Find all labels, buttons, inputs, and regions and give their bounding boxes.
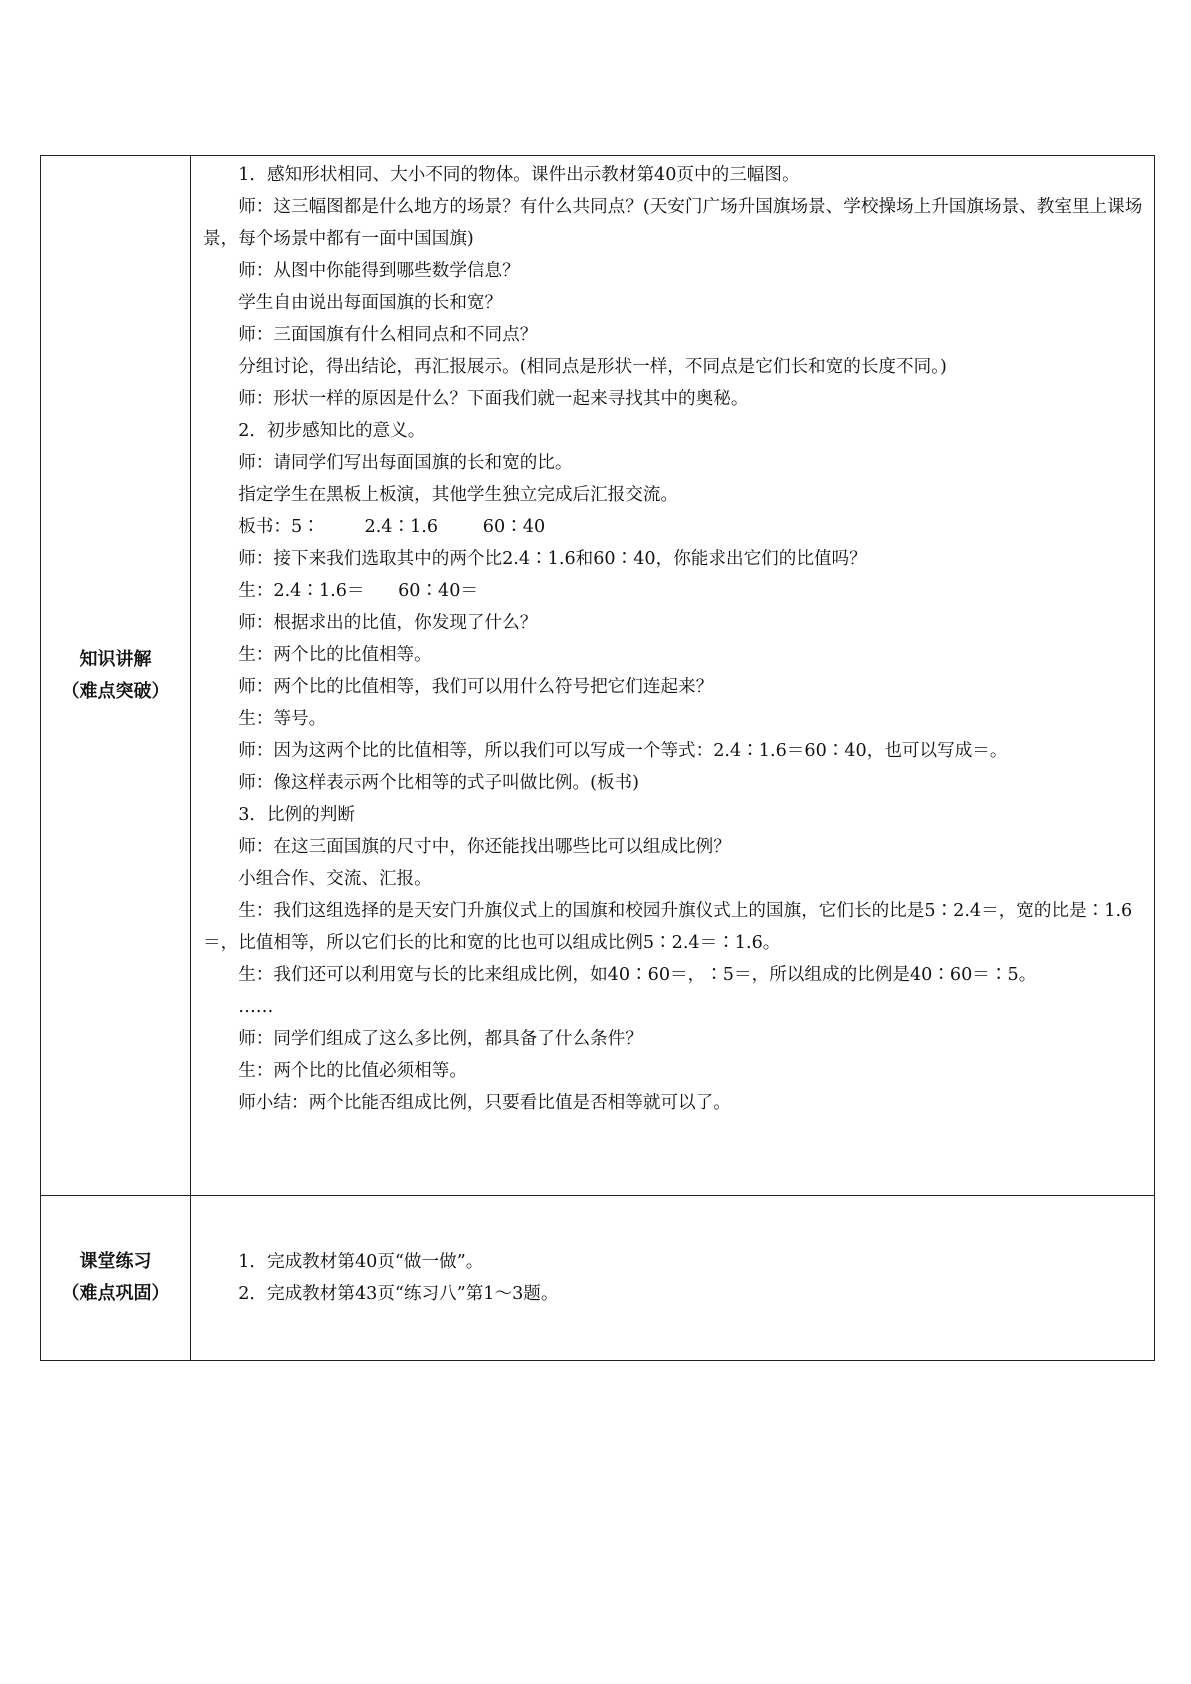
content-paragraph: 2．初步感知比的意义。 — [238, 421, 426, 441]
content-paragraph: 师小结：两个比能否组成比例，只要看比值是否相等就可以了。 — [238, 1093, 731, 1113]
content-paragraph: 师：请同学们写出每面国旗的长和宽的比。 — [238, 453, 573, 473]
content-paragraph: 师：接下来我们选取其中的两个比2.4∶1.6和60∶40，你能求出它们的比值吗？ — [238, 549, 867, 569]
section-row-practice — [41, 1196, 1155, 1361]
section-content-cell — [191, 156, 1155, 1196]
content-paragraph: 3．比例的判断 — [238, 805, 355, 825]
section-label-sub: （难点突破） — [61, 680, 170, 702]
content-paragraph: 指定学生在黑板上板演，其他学生独立完成后汇报交流。 — [238, 485, 679, 505]
section-label-sub: （难点巩固） — [61, 1283, 170, 1304]
section-label-main: 课堂练习 — [79, 1251, 152, 1272]
content-paragraph: …… — [238, 997, 274, 1017]
section-label-cell — [41, 156, 191, 1196]
content-paragraph: 生：我们还可以利用宽与长的比来组成比例，如40∶60＝，∶5＝，所以组成的比例是40∶60＝∶5。 — [238, 965, 1037, 985]
content-paragraph: 生：两个比的比值相等。 — [238, 645, 432, 665]
content-paragraph: 学生自由说出每面国旗的长和宽？ — [238, 293, 503, 313]
lesson-plan-table — [40, 155, 1155, 1361]
content-paragraph: 板书：5∶ 2.4∶1.6 60∶40 — [238, 517, 546, 537]
content-paragraph: 师：在这三面国旗的尺寸中，你还能找出哪些比可以组成比例？ — [238, 837, 731, 857]
content-paragraph: 1．感知形状相同、大小不同的物体。课件出示教材第40页中的三幅图。 — [238, 165, 800, 185]
content-paragraph: 师：像这样表示两个比相等的式子叫做比例。(板书) — [238, 773, 639, 793]
content-paragraph: 生：我们这组选择的是天安门升旗仪式上的国旗和校园升旗仪式上的国旗，它们长的比是5∶2.4＝，宽的比是∶1.6＝，比值相等，所以它们长的比和宽的比也可以组成比例5∶2.4＝∶1.6。 — [203, 901, 1133, 953]
content-paragraph: 分组讨论，得出结论，再汇报展示。(相同点是形状一样，不同点是它们长和宽的长度不同。) — [238, 357, 947, 377]
content-paragraph: 师：这三幅图都是什么地方的场景？有什么共同点？(天安门广场升国旗场景、学校操场上升国旗场景、教室里上课场景，每个场景中都有一面中国国旗) — [203, 197, 1143, 249]
content-paragraph: 1．完成教材第40页“做一做”。 — [238, 1252, 484, 1272]
content-paragraph: 生：2.4∶1.6＝ 60∶40＝ — [238, 581, 479, 601]
content-paragraph: 师：形状一样的原因是什么？下面我们就一起来寻找其中的奥秘。 — [238, 389, 749, 409]
content-paragraph: 生：等号。 — [238, 709, 327, 729]
section-label-cell — [41, 1196, 191, 1361]
content-paragraph: 师：根据求出的比值，你发现了什么？ — [238, 613, 538, 633]
content-paragraph: 师：从图中你能得到哪些数学信息？ — [238, 261, 520, 281]
content-paragraph: 师：同学们组成了这么多比例，都具备了什么条件？ — [238, 1029, 643, 1049]
content-paragraph: 2．完成教材第43页“练习八”第1～3题。 — [238, 1284, 559, 1304]
content-paragraph: 生：两个比的比值必须相等。 — [238, 1061, 467, 1081]
section-label-main: 知识讲解 — [79, 648, 152, 670]
section-row-lecture — [41, 156, 1155, 1196]
content-paragraph: 师：因为这两个比的比值相等，所以我们可以写成一个等式：2.4∶1.6＝60∶40，也可以写成＝。 — [238, 741, 1008, 761]
content-paragraph: 师：两个比的比值相等，我们可以用什么符号把它们连起来？ — [238, 677, 714, 697]
section-content-cell — [191, 1196, 1155, 1361]
content-paragraph: 师：三面国旗有什么相同点和不同点？ — [238, 325, 538, 345]
content-paragraph: 小组合作、交流、汇报。 — [238, 869, 432, 889]
